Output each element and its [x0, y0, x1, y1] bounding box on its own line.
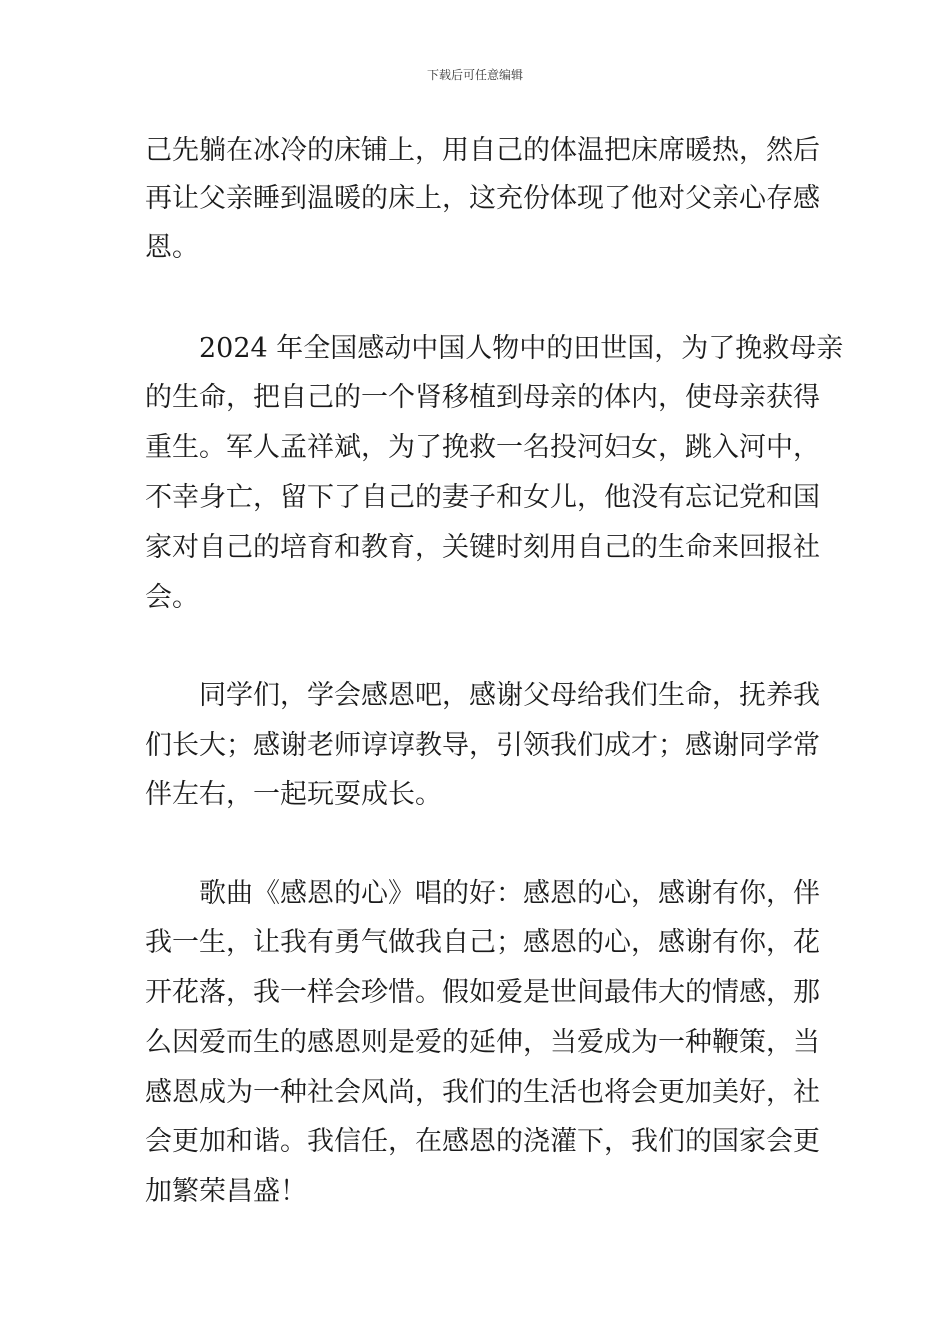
paragraph-3-line-2: 们长大；感谢老师谆谆教导，引领我们成才；感谢同学常	[145, 730, 820, 761]
paragraph-2-line-3: 重生。军人孟祥斌，为了挽救一名投河妇女，跳入河中，	[145, 432, 820, 463]
paragraph-3-line-1: 同学们，学会感恩吧，感谢父母给我们生命，抚养我	[199, 680, 820, 711]
paragraph-4-line-6: 会更加和谐。我信任，在感恩的浇灌下，我们的国家会更	[145, 1126, 820, 1157]
paragraph-2-line-4: 不幸身亡，留下了自己的妻子和女儿，他没有忘记党和国	[145, 482, 820, 513]
paragraph-4-line-4: 么因爱而生的感恩则是爱的延伸，当爱成为一种鞭策，当	[145, 1027, 820, 1058]
paragraph-2-line-5: 家对自己的培育和教育，关键时刻用自己的生命来回报社	[145, 532, 820, 563]
paragraph-3-line-3: 伴左右，一起玩耍成长。	[145, 779, 442, 810]
paragraph-1-line-2: 再让父亲睡到温暖的床上，这充份体现了他对父亲心存感	[145, 183, 820, 214]
paragraph-2-line-1: 2024 年全国感动中国人物中的田世国，为了挽救母亲	[199, 333, 844, 364]
paragraph-4-line-2: 我一生，让我有勇气做我自己；感恩的心，感谢有你，花	[145, 927, 820, 958]
page-header: 下载后可任意编辑	[426, 68, 523, 82]
paragraph-4-line-7: 加繁荣昌盛！	[145, 1176, 307, 1207]
paragraph-4-line-3: 开花落，我一样会珍惜。假如爱是世间最伟大的情感，那	[145, 977, 820, 1008]
paragraph-4-line-1: 歌曲《感恩的心》唱的好：感恩的心，感谢有你，伴	[199, 878, 820, 909]
paragraph-4-line-5: 感恩成为一种社会风尚，我们的生活也将会更加美好，社	[145, 1077, 820, 1108]
paragraph-2-line-2: 的生命，把自己的一个肾移植到母亲的体内，使母亲获得	[145, 382, 820, 413]
paragraph-1-line-1: 己先躺在冰冷的床铺上，用自己的体温把床席暖热，然后	[145, 135, 820, 166]
paragraph-2-line-6: 会。	[145, 582, 199, 613]
paragraph-1-line-3: 恩。	[145, 232, 199, 263]
